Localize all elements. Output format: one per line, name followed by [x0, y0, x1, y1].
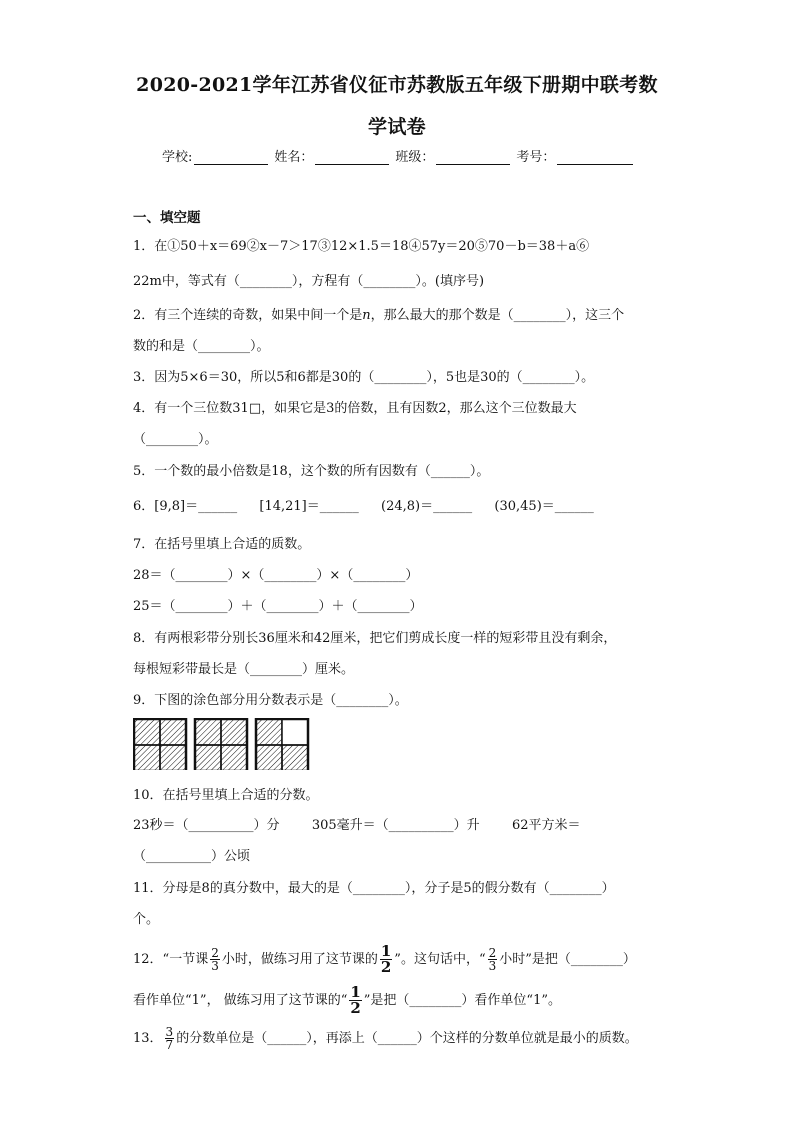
q7-line1: 7．在括号里填上合适的质数。: [133, 537, 311, 552]
school-label: 学校:: [162, 150, 193, 165]
grid-cell-shaded: [256, 719, 282, 745]
grid-cell-shaded: [195, 719, 221, 745]
q11-line2: 个。: [133, 912, 160, 927]
q6-part3: (24,8)＝______: [381, 499, 473, 514]
q12-line2: 看作单位“1”， 做练习用了这节课的“ $\frac{1}{2}$ ”是把（________）看作单位“1”。: [133, 983, 561, 1017]
q7-line2: 28＝（________）×（________）×（________）: [133, 568, 419, 583]
fraction-one-half: $\frac{1}{2}$: [380, 942, 392, 976]
grid-cell-shaded: [221, 719, 247, 745]
q10-part2: 305毫升＝（__________）升: [311, 818, 480, 833]
q6-part4: (30,45)＝______: [494, 499, 594, 514]
q6-part1: 6．[9,8]＝______: [133, 499, 238, 514]
class-label: 班级：: [395, 150, 435, 165]
q11-line1: 11．分母是8的真分数中，最大的是（________），分子是5的假分数有（________）: [133, 881, 615, 896]
q5-line: 5．一个数的最小倍数是18，这个数的所有因数有（______）。: [133, 464, 490, 479]
student-info-row: [162, 146, 639, 165]
q10-part1: 23秒＝（__________）分: [133, 818, 280, 833]
q4-line1: 4．有一个三位数31□，如果它是3的倍数，且有因数2，那么这个三位数最大: [133, 401, 577, 416]
grid-cell-blank: [282, 719, 308, 745]
exam-title-line1: 2020-2021学年江苏省仪征市苏教版五年级下册期中联考数: [136, 74, 658, 96]
name-label: 姓名：: [274, 150, 314, 165]
q10-line2: [133, 816, 673, 836]
q9-figure: [133, 718, 313, 770]
q6-line: [133, 497, 673, 517]
q10-part3: 62平方米＝: [511, 818, 581, 833]
q12-line1: 12．“一节课 $\frac{2}{3}$ 小时，做练习用了这节课的 $\frac{1}{2}$ ”。这句话中，“ $\frac{2}{3}$ 小时”是把（________）: [133, 942, 636, 976]
grid-cell-shaded: [195, 745, 221, 770]
fraction-one-half-quoted: $\frac{1}{2}$: [350, 983, 361, 1017]
class-blank[interactable]: [436, 150, 510, 165]
grid-cell-shaded: [134, 745, 160, 770]
grid-cell-shaded: [134, 719, 160, 745]
q2-line2: 数的和是（________）。: [133, 339, 270, 354]
q1-line2: 22m中，等式有（________），方程有（________）。(填序号): [133, 274, 485, 289]
q2-variable: n: [362, 308, 371, 323]
q6-part2: [14,21]＝______: [259, 499, 359, 514]
grid-cell-shaded: [221, 745, 247, 770]
name-blank[interactable]: [315, 150, 389, 165]
exam-no-blank[interactable]: [557, 150, 633, 165]
fraction-three-sevenths: $\frac{3}{7}$: [165, 1025, 174, 1052]
q2-line1: 2．有三个连续的奇数，如果中间一个是n，那么最大的那个数是（________），这三个: [133, 308, 625, 323]
grid-cell-shaded: [160, 745, 186, 770]
grid-cell-shaded: [282, 745, 308, 770]
q1-line1: 1．在①50＋x＝69②x－7＞17③12×1.5＝18④57y＝20⑤70－b＝38＋a⑥: [133, 239, 590, 254]
exam-title-line2: 学试卷: [368, 116, 426, 138]
section-title: 一、填空题: [133, 210, 201, 226]
q4-line2: （________）。: [133, 432, 218, 447]
q10-line1: 10．在括号里填上合适的分数。: [133, 788, 319, 803]
grid-cell-shaded: [160, 719, 186, 745]
q7-line3: 25＝（________）＋（________）＋（________）: [133, 599, 423, 614]
fraction-two-thirds-quoted: $\frac{2}{3}$: [488, 946, 497, 973]
q8-line1: 8．有两根彩带分别长36厘米和42厘米，把它们剪成长度一样的短彩带且没有剩余，: [133, 631, 617, 646]
grid-cell-shaded: [256, 745, 282, 770]
exam-no-label: 考号：: [516, 150, 556, 165]
q10-line3: （__________）公顷: [133, 849, 251, 864]
shaded-grid-figure: [133, 718, 313, 770]
q13-line: 13． $\frac{3}{7}$ 的分数单位是（______），再添上（______）个这样的分数单位就是最小的质数。: [133, 1025, 638, 1052]
school-blank[interactable]: [194, 150, 268, 165]
q8-line2: 每根短彩带最长是（________）厘米。: [133, 662, 355, 677]
q9-line: 9．下图的涂色部分用分数表示是（________）。: [133, 693, 408, 708]
q3-line: 3．因为5×6＝30，所以5和6都是30的（________），5也是30的（________）。: [133, 370, 595, 385]
fraction-two-thirds: $\frac{2}{3}$: [211, 946, 219, 973]
